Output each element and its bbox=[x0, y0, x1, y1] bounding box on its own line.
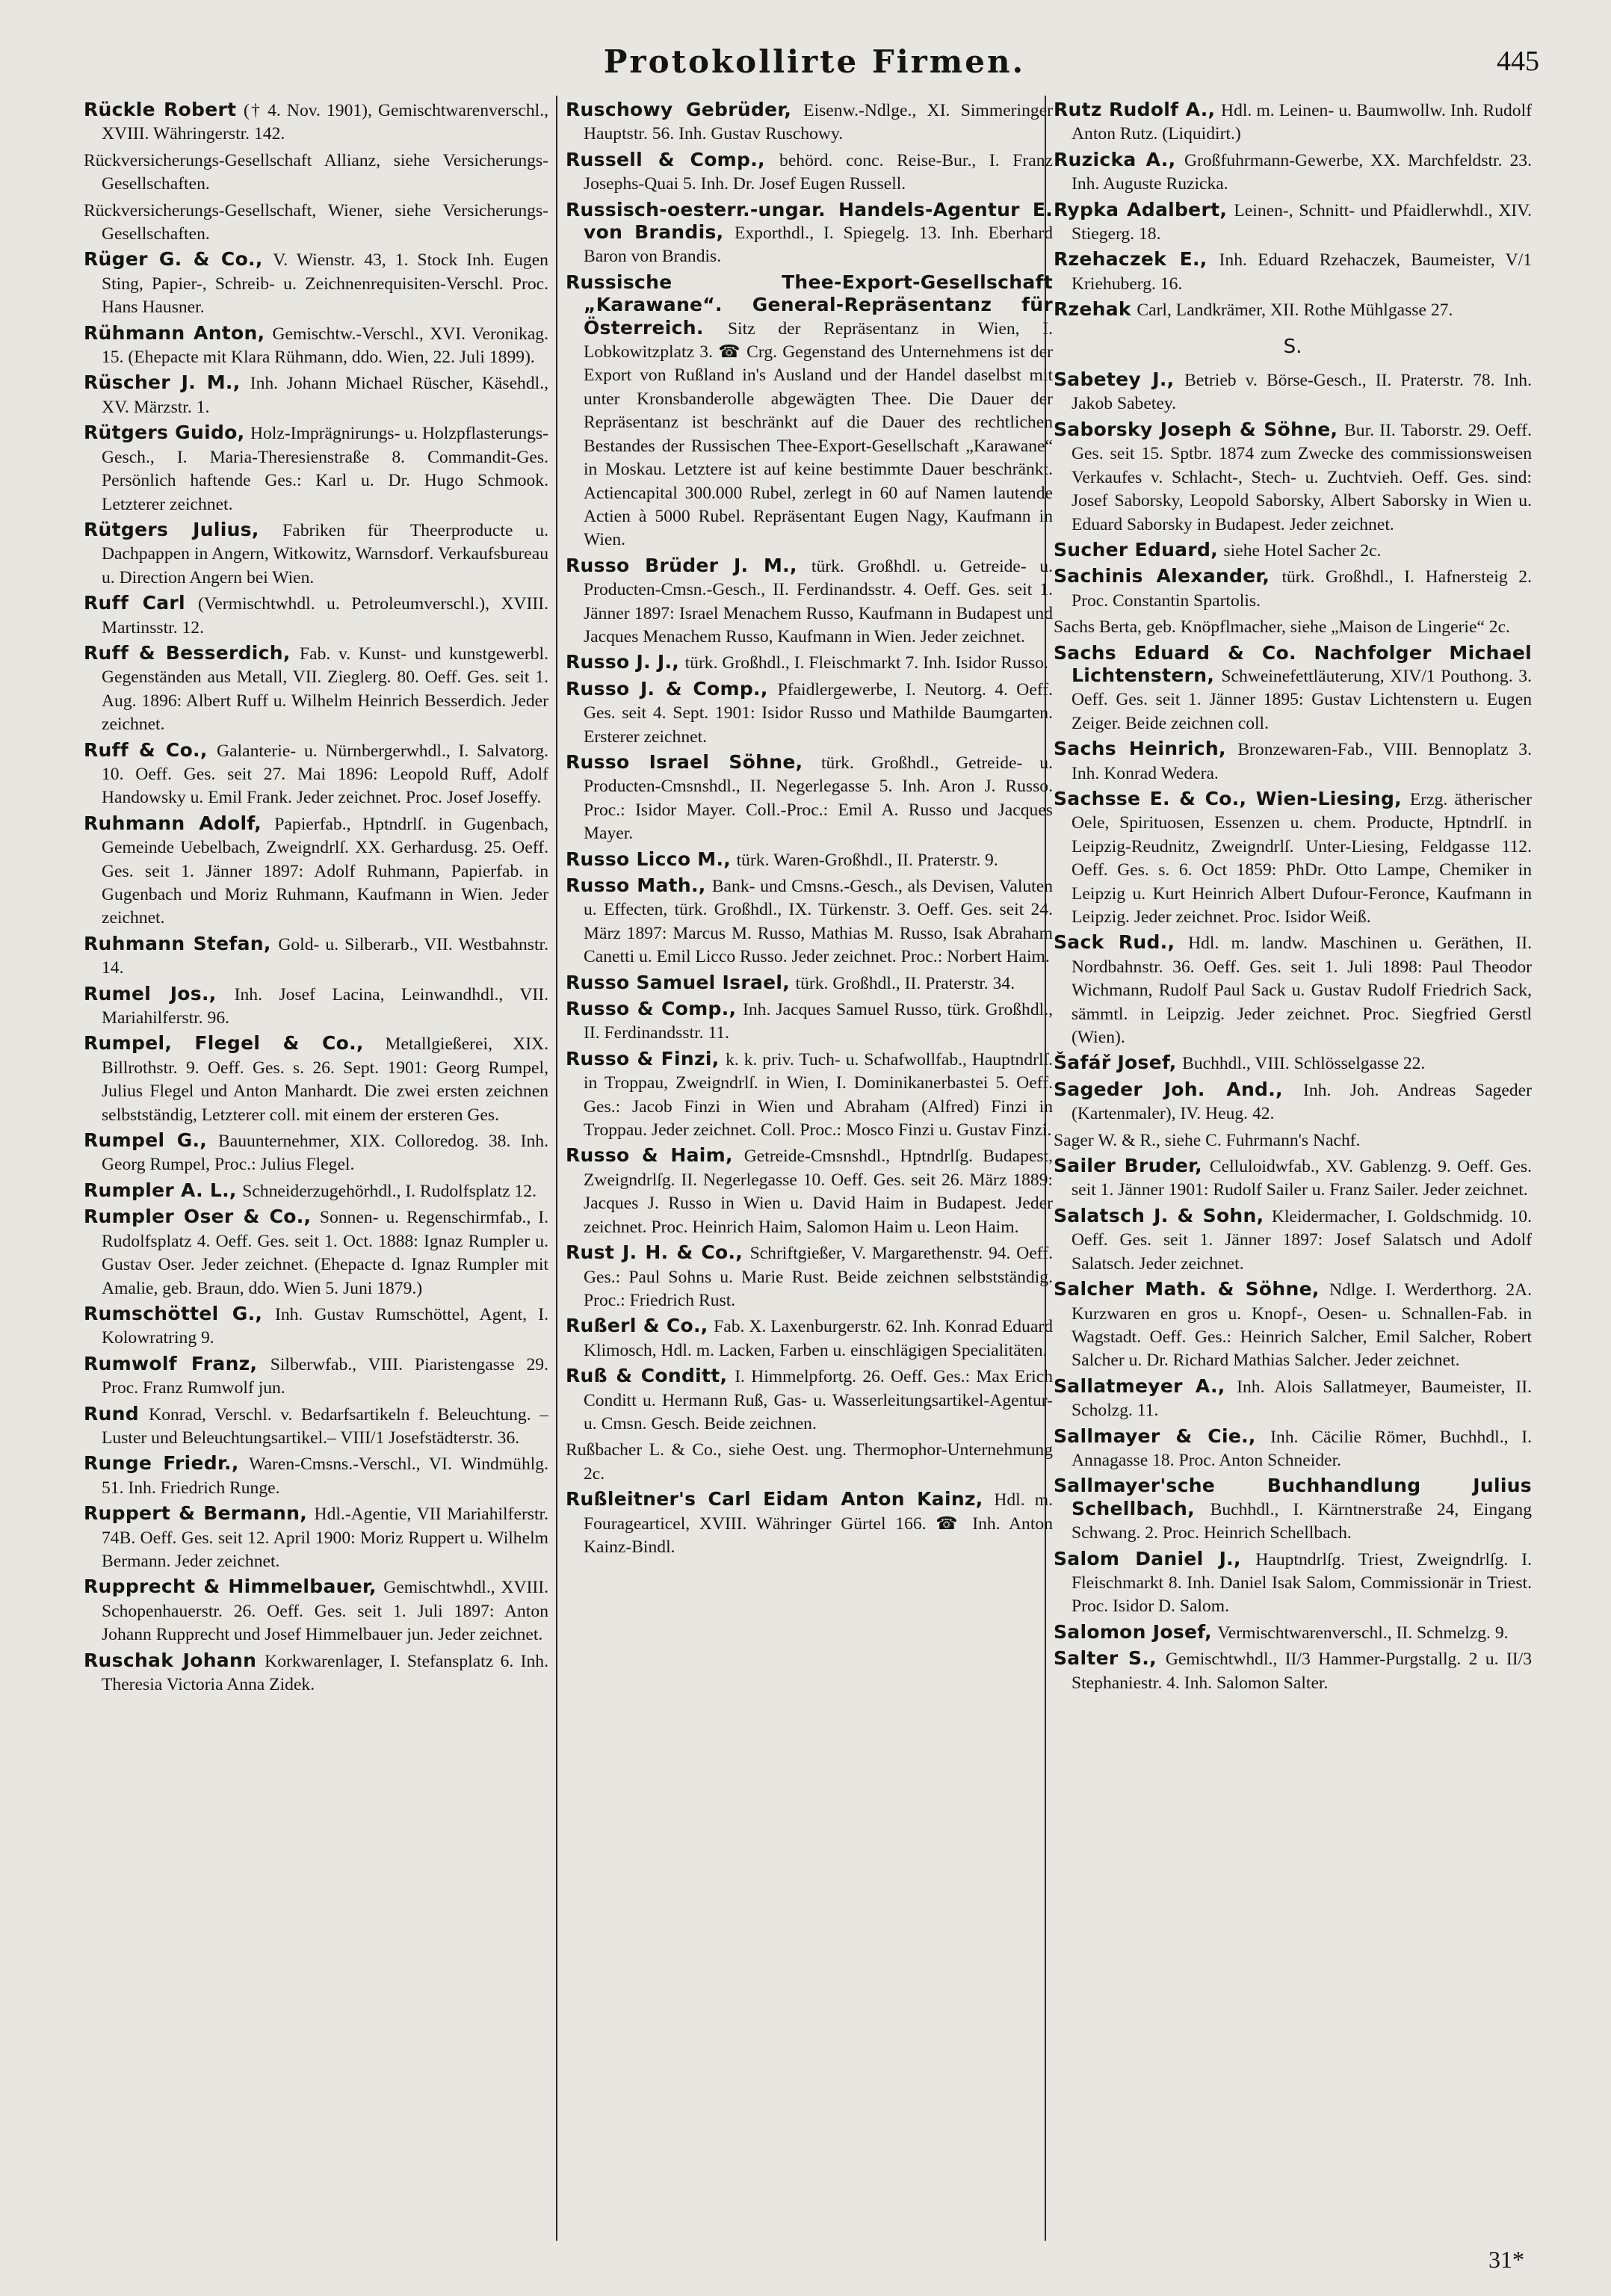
firm-details: Sitz der Repräsentanz in Wien, I. Lobkowitzplatz 3. ☎ Crg. Gegenstand des Unternehmens ist der Export von Rußland in's Ausland und der Handel daselbst mit unter Kronsbanderolle abgewägten Thee. Die Dauer der Repräsentanz ist beschränkt auf die Dauer des rechtlichen Bestandes der Russischen Thee-Export-Gesellschaft „Karawane“ in Moskau. Letztere ist auf keine bestimmte Dauer beschränkt. Actiencapital 300.000 Rubel, zerlegt in 60 auf Namen lautende Actien à 5000 Rubel. Repräsentant Eugen Nagy, Kaufmann in Wien. bbox=[584, 318, 1053, 550]
firm-name: Ruschowy Gebrüder, bbox=[566, 99, 792, 120]
directory-entry bbox=[84, 642, 548, 736]
directory-entry bbox=[84, 1576, 548, 1646]
firm-details: Sager W. & R., siehe C. Fuhrmann's Nachf. bbox=[1054, 1130, 1361, 1150]
directory-entry bbox=[1054, 1647, 1532, 1694]
firm-details: Hdl. m. landw. Maschinen u. Geräthen, II. Nordbahnstr. 36. Oeff. Ges. seit 1. Juli 1898: Paul Theodor Wichmann, Rudolf Paul Sack u. Gustav Rudolf Friedrich Sack, sämmtl. in Leipzig. Jeder zeichnet. Proc. Siegfried Gerstl (Wien). bbox=[1072, 933, 1532, 1048]
firm-details: Celluloidwfab., XV. Gablenzg. 9. Oeff. Ges. seit 1. Jänner 1901: Rudolf Sailer u. Franz Sailer. Jeder zeichnet. bbox=[1072, 1157, 1532, 1200]
firm-details: Rückversicherungs-Gesellschaft, Wiener, siehe Versicherungs-Gesellschaften. bbox=[84, 200, 548, 244]
firm-name: Sucher Eduard, bbox=[1054, 538, 1218, 561]
firm-details: Buchhdl., VIII. Schlösselgasse 22. bbox=[1182, 1054, 1426, 1074]
directory-entry bbox=[566, 751, 1053, 845]
firm-details: Papierfab., Hptndrlſ. in Gugenbach, Gemeinde Uebelbach, Zweigndrlſ. XX. Gerhardusg. 25. Oeff. Ges. seit 1. Jänner 1897: Adolf Ruhmann, Papierfab. in Gugenbach und Moriz Ruhmann, Kaufmann in Wien. Jeder zeichnet. bbox=[102, 814, 548, 928]
firm-name: Russo & Comp., bbox=[566, 998, 737, 1020]
firm-details: Waren-Cmsns.-Verschl., VI. Windmühlg. 51. Inh. Friedrich Runge. bbox=[102, 1454, 548, 1498]
firm-details: Schneiderzugehörhdl., I. Rudolfsplatz 12. bbox=[242, 1181, 537, 1201]
directory-entry bbox=[566, 1438, 1053, 1485]
directory-entry bbox=[566, 972, 1053, 995]
firm-name: Rumpler A. L., bbox=[84, 1179, 237, 1201]
firm-name: Russische Thee-Export-Gesellschaft „Karawane“. General-Repräsentanz für Österreich. bbox=[566, 271, 1053, 339]
firm-details: Inh. Alois Sallatmeyer, Baumeister, II. Scholzg. 11. bbox=[1072, 1377, 1532, 1421]
firm-details: (Vermischtwhdl. u. Petroleumverschl.), XVIII. Martinsstr. 12. bbox=[102, 594, 548, 638]
firm-details: Rußbacher L. & Co., siehe Oest. ung. Thermophor-Unternehmung 2c. bbox=[566, 1440, 1053, 1484]
directory-entry bbox=[1054, 368, 1532, 416]
firm-details: Inh. Josef Lacina, Leinwandhdl., VII. Mariahilferstr. 96. bbox=[102, 984, 548, 1028]
directory-entry bbox=[1054, 539, 1532, 562]
firm-details: Bronzewaren-Fab., VIII. Bennoplatz 3. Inh. Konrad Wedera. bbox=[1072, 740, 1532, 783]
directory-entry bbox=[1054, 1278, 1532, 1372]
firm-name: Salomon Josef, bbox=[1054, 1620, 1212, 1643]
firm-details: Inh. Johann Michael Rüscher, Käsehdl., XV. Märzstr. 1. bbox=[102, 374, 548, 417]
firm-name: Salom Daniel J., bbox=[1054, 1547, 1241, 1570]
directory-entry bbox=[566, 874, 1053, 969]
firm-details: Kleidermacher, I. Goldschmidg. 10. Oeff. Ges. seit 1. Jänner 1897: Josef Salatsch und Adolf Salatsch. Jeder zeichnet. bbox=[1072, 1206, 1532, 1274]
directory-entry bbox=[566, 1365, 1053, 1435]
firm-details: Hauptndrlſg. Triest, Zweigndrlſg. I. Fleischmarkt 8. Inh. Daniel Isak Salom, Commissionär in Triest. Proc. Isidor D. Salom. bbox=[1072, 1549, 1532, 1617]
firm-name: Rumschöttel G., bbox=[84, 1302, 263, 1324]
directory-entry bbox=[566, 651, 1053, 674]
firm-name: Ruzicka A., bbox=[1054, 148, 1176, 170]
firm-name: Rumel Jos., bbox=[84, 982, 217, 1004]
firm-details: Bauunternehmer, XIX. Colloredog. 38. Inh. Georg Rumpel, Proc.: Julius Flegel. bbox=[102, 1132, 548, 1175]
firm-name: Rumpler Oser & Co., bbox=[84, 1206, 312, 1228]
firm-details: Korkwarenlager, I. Stefansplatz 6. Inh. Theresia Victoria Anna Zidek. bbox=[102, 1651, 548, 1694]
firm-details: Bank- und Cmsns.-Gesch., als Devisen, Valuten u. Effecten, türk. Großhdl., IX. Türkenstr. 3. Oeff. Ges. seit 24. März 1897: Marcus M. Russo, Mathias M. Russo, Isak Abraham Canetti u. Emil Licco Russo. Jeder zeichnet. Proc.: Norbert Haim. bbox=[584, 877, 1053, 967]
firm-details: behörd. conc. Reise-Bur., I. Franz Josephs-Quai 5. Inh. Dr. Josef Eugen Russell. bbox=[584, 150, 1053, 194]
firm-details: Inh. Eduard Rzehaczek, Baumeister, V/1 Kriehuberg. 16. bbox=[1072, 250, 1532, 294]
directory-entry bbox=[1054, 1425, 1532, 1472]
firm-details: I. Himmelpfortg. 26. Oeff. Ges.: Max Erich Conditt u. Hermann Ruß, Gas- u. Wasserleitungsartikel-Agentur- u. Cmsn. Gesch. Beide zeichnen. bbox=[584, 1367, 1053, 1434]
firm-details: Ndlge. I. Werderthorg. 2A. Kurzwaren en gros u. Knopf-, Oesen- u. Schnallen-Fab. in Wagstadt. Oeff. Ges.: Heinrich Salcher, Emil Salcher, Robert Salcher u. Dr. Richard Mathias Salcher. Jeder zeichnet. bbox=[1072, 1280, 1532, 1371]
firm-details: Gemischtwhdl., II/3 Hammer-Purgstallg. 2 u. II/3 Stephaniestr. 4. Inh. Salomon Salter. bbox=[1072, 1650, 1532, 1693]
firm-name: Rutz Rudolf A., bbox=[1054, 99, 1216, 120]
firm-details: Getreide-Cmsnshdl., Hptndrlſg. Budapest, Zweigndrlſg. II. Negerlegasse 10. Oeff. Ges. seit 26. März 1889: Jacques J. Russo in Wien u. David Haim in Budapest. Jeder zeichnet. Proc. Heinrich Haim, Salomon Haim u. Leon Haim. bbox=[584, 1147, 1053, 1237]
directory-entry bbox=[566, 199, 1053, 268]
page-number: 445 bbox=[1497, 46, 1539, 77]
firm-details: türk. Großhdl., II. Praterstr. 34. bbox=[795, 973, 1015, 993]
firm-details: Gold- u. Silberarb., VII. Westbahnstr. 14. bbox=[102, 934, 548, 978]
firm-details: türk. Waren-Großhdl., II. Praterstr. 9. bbox=[736, 850, 998, 870]
firm-name: Runge Friedr., bbox=[84, 1452, 239, 1475]
firm-name: Ruhmann Stefan, bbox=[84, 932, 271, 954]
firm-details: Holz-Imprägnirungs- u. Holzpflasterungs-Gesch., I. Maria-Theresienstraße 8. Commandit-Ges. Persönlich haftende Ges.: Karl u. Dr. Hugo Schmook. Letzterer zeichnet. bbox=[102, 424, 548, 514]
directory-entry bbox=[84, 199, 548, 246]
directory-entry bbox=[566, 1241, 1053, 1312]
directory-entry bbox=[84, 149, 548, 196]
firm-name: Rzehaczek E., bbox=[1054, 248, 1208, 271]
directory-entry bbox=[84, 1032, 548, 1126]
firm-details: Fab. v. Kunst- und kunstgewerbl. Gegenständen aus Metall, VII. Zieglerg. 80. Oeff. Ges. seit 1. Aug. 1896: Albert Ruff u. Wilhelm Heinrich Besserdich. Jeder zeichnet. bbox=[102, 644, 548, 735]
firm-details: Galanterie- u. Nürnbergerwhdl., I. Salvatorg. 10. Oeff. Ges. seit 27. Mai 1896: Leopold Ruff, Adolf Handowsky u. Emil Frank. Jeder zeichnet. Proc. Josef Joseffy. bbox=[102, 741, 548, 808]
directory-entry bbox=[1054, 1548, 1532, 1618]
directory-entry bbox=[566, 149, 1053, 196]
firm-name: Rühmann Anton, bbox=[84, 321, 265, 344]
firm-name: Sallmayer & Cie., bbox=[1054, 1425, 1256, 1447]
directory-entry bbox=[84, 1353, 548, 1400]
directory-entry bbox=[84, 322, 548, 369]
firm-name: Rumpel G., bbox=[84, 1129, 208, 1152]
directory-entry bbox=[1054, 788, 1532, 928]
firm-details: Vermischtwarenverschl., II. Schmelzg. 9. bbox=[1217, 1623, 1509, 1643]
directory-entry bbox=[566, 1048, 1053, 1142]
firm-name: Sachinis Alexander, bbox=[1054, 565, 1270, 587]
firm-details: Betrieb v. Börse-Gesch., II. Praterstr. 78. Inh. Jakob Sabetey. bbox=[1072, 371, 1532, 414]
firm-details: türk. Großhdl., I. Hafnersteig 2. Proc. Constantin Spartolis. bbox=[1072, 567, 1532, 611]
firm-name: Rumwolf Franz, bbox=[84, 1352, 258, 1374]
directory-entry bbox=[84, 1403, 548, 1450]
firm-details: türk. Großhdl. u. Getreide- u. Producten-Cmsn.-Gesch., II. Ferdinandsstr. 4. Oeff. Ges. seit 1. Jänner 1897: Israel Menachem Russo, Kaufmann in Budapest und Jacques Menachem Russo, Kaufmann in Wien. Jeder zeichnet. bbox=[584, 556, 1053, 646]
firm-details: Schweinefettläuterung, XIV/1 Pouthong. 3. Oeff. Ges. seit 1. Jänner 1895: Gustav Lichtenstern u. Eugen Zeiger. Beide zeichnen coll. bbox=[1072, 666, 1532, 733]
directory-entry bbox=[84, 739, 548, 809]
directory-entry bbox=[1054, 99, 1532, 146]
firm-name: Salcher Math. & Söhne, bbox=[1054, 1278, 1320, 1300]
page-header bbox=[90, 43, 1539, 88]
firm-name: Ruff Carl bbox=[84, 592, 185, 614]
directory-entry bbox=[84, 1206, 548, 1300]
firm-details: Pfaidlergewerbe, I. Neutorg. 4. Oeff. Ges. seit 4. Sept. 1901: Isidor Russo und Mathilde Baumgarten. Ersterer zeichnet. bbox=[584, 679, 1053, 747]
directory-entry bbox=[84, 812, 548, 930]
firm-name: Sageder Joh. And., bbox=[1054, 1078, 1283, 1100]
column-left bbox=[84, 99, 548, 2236]
directory-entry bbox=[566, 678, 1053, 748]
firm-details: Rückversicherungs-Gesellschaft Allianz, siehe Versicherungs-Gesellschaften. bbox=[84, 150, 548, 194]
directory-entry bbox=[84, 1650, 548, 1697]
firm-details: Eisenw.-Ndlge., XI. Simmeringer Hauptstr. 56. Inh. Gustav Ruschowy. bbox=[584, 101, 1053, 144]
directory-entry bbox=[1054, 1155, 1532, 1202]
firm-name: Rund bbox=[84, 1402, 139, 1425]
page-title: Protokollirte Firmen. bbox=[603, 43, 1026, 80]
firm-details: Inh. Jacques Samuel Russo, türk. Großhdl., II. Ferdinandsstr. 11. bbox=[584, 1000, 1053, 1043]
directory-entry bbox=[84, 248, 548, 318]
column-middle bbox=[566, 99, 1053, 2236]
firm-name: Salatsch J. & Sohn, bbox=[1054, 1204, 1264, 1226]
firm-name: Sailer Bruder, bbox=[1054, 1155, 1202, 1177]
directory-entry bbox=[84, 519, 548, 589]
directory-entry bbox=[566, 555, 1053, 649]
firm-name: Rußerl & Co., bbox=[566, 1315, 708, 1337]
firm-name: Rütgers Guido, bbox=[84, 422, 245, 444]
column-divider bbox=[556, 96, 557, 2241]
firm-details: Inh. Gustav Rumschöttel, Agent, I. Kolowratring 9. bbox=[102, 1304, 548, 1348]
firm-details: († 4. Nov. 1901), Gemischtwarenverschl., XVIII. Währingerstr. 142. bbox=[102, 101, 548, 144]
firm-details: Carl, Landkrämer, XII. Rothe Mühlgasse 27. bbox=[1137, 300, 1453, 321]
firm-details: Gemischtwhdl., XVIII. Schopenhauerstr. 26. Oeff. Ges. seit 1. Juli 1897: Anton Johann Rupprecht und Josef Himmelbauer jun. Jeder zeichnet. bbox=[102, 1578, 548, 1645]
firm-name: Russisch-oesterr.-ungar. Handels-Agentur E. von Brandis, bbox=[566, 198, 1053, 244]
firm-details: türk. Großhdl., Getreide- u. Producten-Cmsnshdl., II. Negerlegasse 5. Inh. Aron J. Russo. Proc.: Isidor Mayer. Coll.-Proc.: Emil A. Russo und Jacques Mayer. bbox=[584, 753, 1053, 844]
firm-name: Ruff & Besserdich, bbox=[84, 641, 291, 664]
firm-name: Saborsky Joseph & Söhne, bbox=[1054, 418, 1338, 440]
firm-name: Rüscher J. M., bbox=[84, 371, 241, 394]
firm-details: Inh. Joh. Andreas Sageder (Kartenmaler), IV. Heug. 42. bbox=[1072, 1080, 1532, 1124]
firm-name: Rypka Adalbert, bbox=[1054, 198, 1228, 220]
firm-details: Metallgießerei, XIX. Billrothstr. 9. Oeff. Ges. s. 26. Sept. 1901: Georg Rumpel, Julius Flegel und Anton Manhardt. Die zwei ersten zeichnen selbstständig, Letzterer coll. mit einem der ersteren Ges. bbox=[102, 1034, 548, 1125]
firm-name: Russo Brüder J. M., bbox=[566, 554, 797, 576]
directory-entry bbox=[1054, 615, 1532, 638]
directory-entry bbox=[566, 271, 1053, 552]
firm-details: Hdl.-Agentie, VII Mariahilferstr. 74B. Oeff. Ges. seit 12. April 1900: Moriz Ruppert u. Wilhelm Bermann. Jeder zeichnet. bbox=[102, 1505, 548, 1571]
firm-name: Salter S., bbox=[1054, 1647, 1157, 1670]
firm-details: Inh. Cäcilie Römer, Buchhdl., I. Annagasse 18. Proc. Anton Schneider. bbox=[1072, 1427, 1532, 1470]
firm-name: Russo & Haim, bbox=[566, 1144, 733, 1167]
firm-name: Russo Israel Söhne, bbox=[566, 750, 803, 773]
firm-name: Ruppert & Bermann, bbox=[84, 1502, 308, 1525]
firm-details: Erzg. ätherischer Oele, Spirituosen, Essenzen u. chem. Producte, Hptndrlſ. in Leipzig-Reudnitz, Zweigndrlſ. Unter-Liesing, Feldgasse 112. Oeff. Ges. s. 6. Oct 1859: PhDr. Otto Lampe, Chemiker in Leipzig u. Kurt Heinrich Albert Dufour-Feronce, Kaufmann in Leipzig. Jeder zeichnet. Proc. Isidor Weiß. bbox=[1072, 789, 1532, 927]
signature-mark: 31* bbox=[1488, 2246, 1524, 2273]
firm-name: Sabetey J., bbox=[1054, 368, 1175, 391]
firm-details: Sachs Berta, geb. Knöpflmacher, siehe „Maison de Lingerie“ 2c. bbox=[1054, 617, 1510, 638]
firm-details: k. k. priv. Tuch- u. Schafwollfab., Hauptndrlſ. in Troppau, Zweigndrlſ. in Wien, I. Dominikanerbastei 5. Oeff. Ges.: Jacob Finzi in Wien und Abraham (Alfred) Finzi in Troppau. Jeder zeichnet. Coll. Proc.: Mosco Finzi u. Gustav Finzi. bbox=[584, 1049, 1053, 1141]
firm-name: Ruß & Conditt, bbox=[566, 1365, 728, 1387]
firm-name: Sallatmeyer A., bbox=[1054, 1374, 1225, 1397]
firm-details: Hdl. m. Fouragearticel, XVIII. Währinger Gürtel 166. ☎ Inh. Anton Kainz-Bindl. bbox=[584, 1490, 1053, 1557]
directory-entry bbox=[1054, 642, 1532, 735]
firm-details: Schriftgießer, V. Margarethenstr. 94. Oeff. Ges.: Paul Sohns u. Marie Rust. Beide zeichnen selbstständig. Proc.: Friedrich Rust. bbox=[584, 1244, 1053, 1310]
directory-entry bbox=[84, 1303, 548, 1350]
firm-name: Sack Rud., bbox=[1054, 931, 1175, 954]
column-right bbox=[1054, 99, 1532, 2236]
firm-name: Russo Licco M., bbox=[566, 848, 732, 870]
directory-entry bbox=[1054, 738, 1532, 785]
directory-entry bbox=[566, 1144, 1053, 1238]
directory-entry bbox=[566, 1488, 1053, 1558]
firm-details: Bur. II. Taborstr. 29. Oeff. Ges. seit 15. Sptbr. 1874 zum Zwecke des commissionsweisen Verkaufes v. Schlacht-, Stech- u. Zuchtvieh. Oeff. Ges. sind: Josef Saborsky, Leopold Saborsky, Albert Saborsky in Wien u. Eduard Saborsky in Budapest. Jeder zeichnet. bbox=[1072, 420, 1532, 534]
directory-entry bbox=[1054, 419, 1532, 536]
firm-details: siehe Hotel Sacher 2c. bbox=[1223, 540, 1382, 561]
directory-entry bbox=[1054, 1375, 1532, 1422]
directory-entry bbox=[1054, 1129, 1532, 1152]
directory-entry bbox=[84, 1129, 548, 1176]
firm-name: Sachs Heinrich, bbox=[1054, 738, 1226, 760]
firm-name: Rütgers Julius, bbox=[84, 518, 259, 540]
firm-name: Rust J. H. & Co., bbox=[566, 1241, 743, 1264]
directory-entry bbox=[566, 99, 1053, 146]
firm-details: Großfuhrmann-Gewerbe, XX. Marchfeldstr. 23. Inh. Auguste Ruzicka. bbox=[1072, 150, 1532, 194]
directory-entry bbox=[566, 1315, 1053, 1362]
firm-name: Russo Samuel Israel, bbox=[566, 971, 791, 993]
firm-name: Russell & Comp., bbox=[566, 148, 765, 170]
directory-entry bbox=[1054, 565, 1532, 612]
directory-entry bbox=[1054, 149, 1532, 196]
firm-name: Rüger G. & Co., bbox=[84, 248, 263, 271]
directory-entry bbox=[84, 99, 548, 146]
directory-entry bbox=[1054, 1078, 1532, 1126]
firm-details: Konrad, Verschl. v. Bedarfsartikeln f. Beleuchtung. –Luster und Beleuchtungsartikel.– VIII/1 Josefstädterstr. 36. bbox=[102, 1404, 548, 1448]
firm-details: Fabriken für Theerproducte u. Dachpappen in Angern, Witkowitz, Warnsdorf. Verkaufsbureau u. Direction Angern bei Wien. bbox=[102, 520, 548, 587]
firm-details: Buchhdl., I. Kärntnerstraße 24, Eingang Schwang. 2. Proc. Heinrich Schellbach. bbox=[1072, 1499, 1532, 1543]
directory-entry bbox=[84, 422, 548, 516]
firm-name: Rzehak bbox=[1054, 298, 1131, 321]
firm-name: Russo J. & Comp., bbox=[566, 677, 768, 700]
firm-name: Sachs Eduard & Co. Nachfolger Michael Lichtenstern, bbox=[1054, 641, 1532, 686]
directory-entry bbox=[84, 933, 548, 980]
directory-entry bbox=[1054, 1052, 1532, 1075]
firm-name: Russo J. J., bbox=[566, 651, 680, 673]
firm-name: Ruhmann Adolf, bbox=[84, 812, 262, 834]
firm-name: Rußleitner's Carl Eidam Anton Kainz, bbox=[566, 1488, 983, 1510]
directory-entry bbox=[1054, 298, 1532, 321]
firm-details: Gemischtw.-Verschl., XVI. Veronikag. 15. (Ehepacte mit Klara Rühmann, ddo. Wien, 22. Juli 1899). bbox=[102, 324, 548, 368]
directory-entry bbox=[84, 1452, 548, 1499]
firm-details: V. Wienstr. 43, 1. Stock Inh. Eugen Sting, Papier-, Schreib- u. Zeichnenrequisiten-Verschl. Proc. Hans Hausner. bbox=[102, 250, 548, 318]
firm-name: Russo Math., bbox=[566, 874, 706, 896]
directory-entry bbox=[84, 1179, 548, 1203]
directory-entry bbox=[1054, 1475, 1532, 1544]
directory-entry bbox=[1054, 199, 1532, 246]
directory-entry bbox=[566, 848, 1053, 871]
firm-details: Sonnen- u. Regenschirmfab., I. Rudolfsplatz 4. Oeff. Ges. seit 1. Oct. 1888: Ignaz Rumpler u. Gustav Oser. Jeder zeichnet. (Ehepacte d. Ignaz Rumpler mit Amalie, geb. Braun, ddo. Wien 5. Juni 1879.) bbox=[102, 1208, 548, 1298]
directory-entry bbox=[84, 592, 548, 639]
firm-details: türk. Großhdl., I. Fleischmarkt 7. Inh. Isidor Russo. bbox=[684, 653, 1048, 673]
directory-entry bbox=[84, 1502, 548, 1573]
firm-name: Rupprecht & Himmelbauer, bbox=[84, 1576, 377, 1598]
firm-name: Ruschak Johann bbox=[84, 1649, 257, 1671]
directory-entry bbox=[84, 371, 548, 419]
firm-name: Sallmayer'sche Buchhandlung Julius Schellbach, bbox=[1054, 1475, 1532, 1519]
firm-name: Russo & Finzi, bbox=[566, 1047, 720, 1070]
directory-entry bbox=[1054, 248, 1532, 295]
firm-name: Šafář Josef, bbox=[1054, 1052, 1177, 1074]
directory-entry bbox=[566, 998, 1053, 1045]
directory-entry bbox=[1054, 1621, 1532, 1644]
firm-details: Exporthdl., I. Spiegelg. 13. Inh. Eberhard Baron von Brandis. bbox=[584, 223, 1053, 267]
firm-name: Sachsse E. & Co., Wien-Liesing, bbox=[1054, 787, 1402, 809]
directory-entry bbox=[84, 983, 548, 1030]
firm-details: Silberwfab., VIII. Piaristengasse 29. Proc. Franz Rumwolf jun. bbox=[102, 1354, 548, 1398]
firm-name: Rumpel, Flegel & Co., bbox=[84, 1032, 364, 1055]
firm-name: Rückle Robert bbox=[84, 99, 237, 120]
firm-details: Hdl. m. Leinen- u. Baumwollw. Inh. Rudolf Anton Rutz. (Liquidirt.) bbox=[1072, 101, 1532, 144]
directory-entry bbox=[1054, 931, 1532, 1049]
firm-name: Ruff & Co., bbox=[84, 738, 208, 761]
section-heading: S. bbox=[1283, 335, 1302, 358]
firm-details: Fab. X. Laxenburgerstr. 62. Inh. Konrad Eduard Klimosch, Hdl. m. Lacken, Farben u. einschlägigen Specialitäten. bbox=[584, 1317, 1053, 1360]
firm-details: Leinen-, Schnitt- und Pfaidlerwhdl., XIV. Stiegerg. 18. bbox=[1072, 200, 1532, 244]
directory-entry bbox=[1054, 1205, 1532, 1275]
